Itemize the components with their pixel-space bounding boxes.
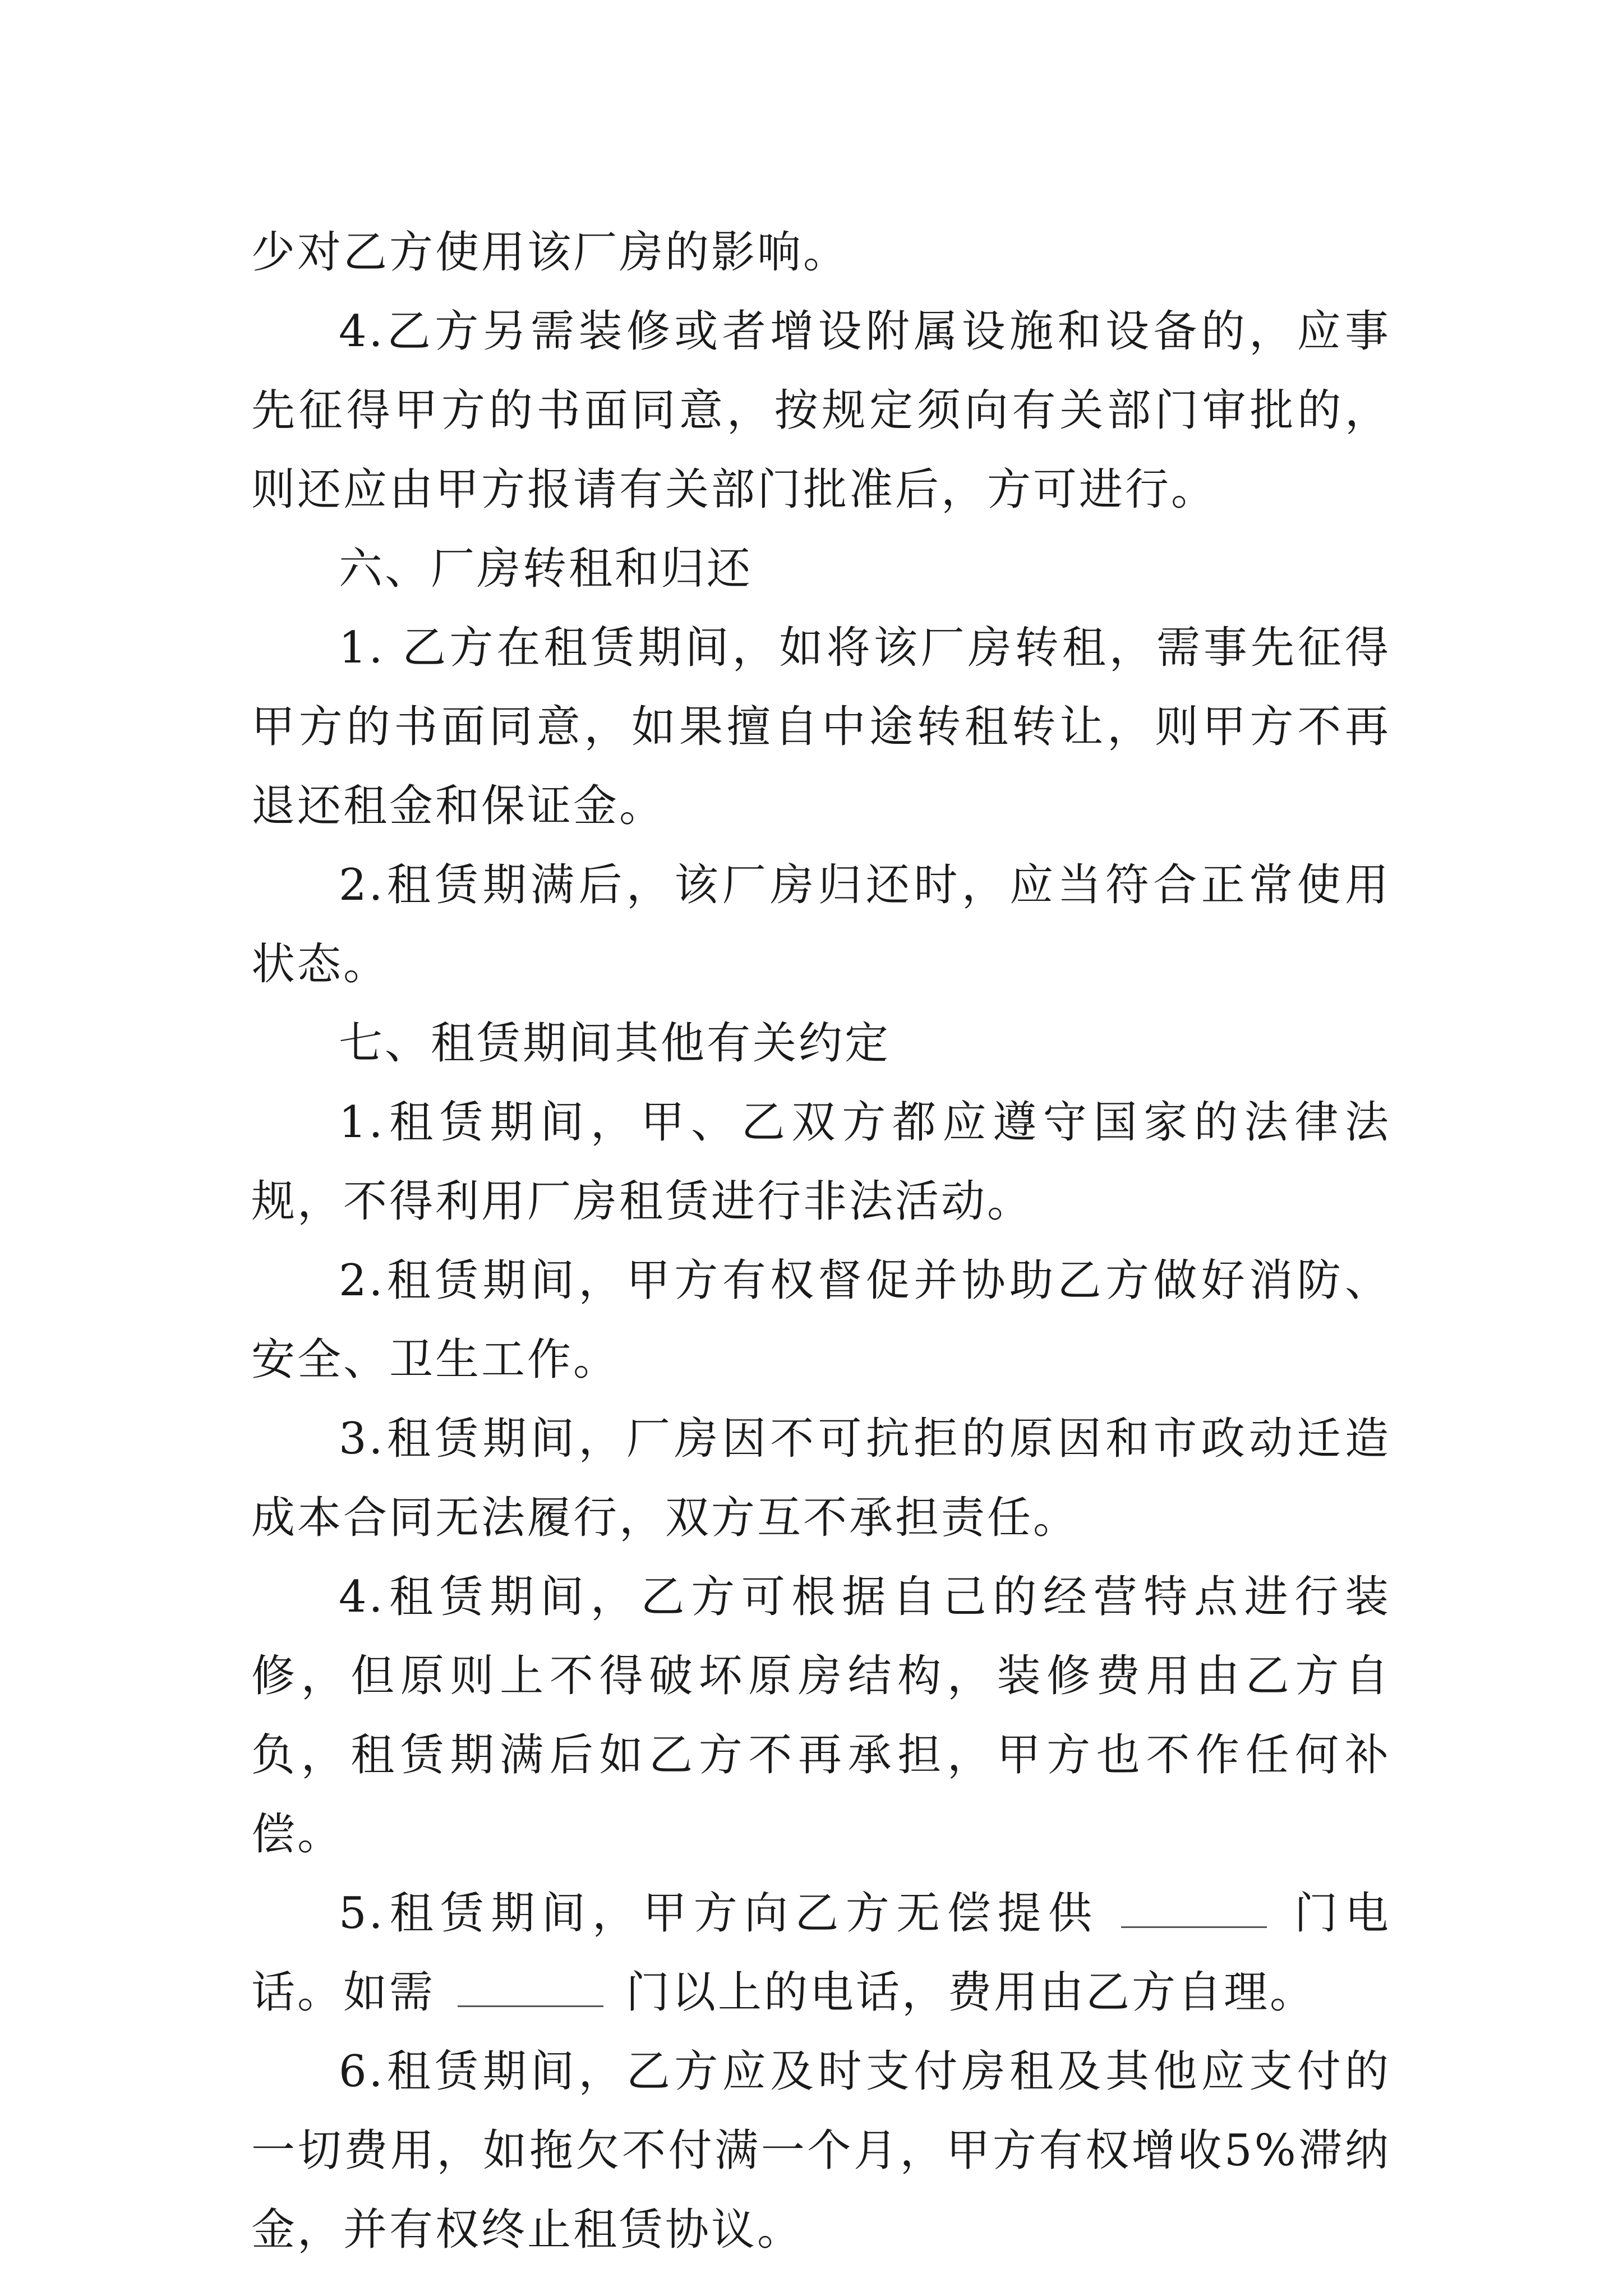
fill-blank-phone-count[interactable]: [1121, 1893, 1267, 1928]
document-body: [251, 213, 1391, 2270]
clause-7-5-part3: 门以上的电话，费用由乙方自理。: [626, 1967, 1316, 2018]
clause-7-1: 1.租赁期间，甲、乙双方都应遵守国家的法律法规，不得利用厂房租赁进行非法活动。: [251, 1097, 1391, 1227]
paragraph-continuation: 少对乙方使用该厂房的影响。: [251, 227, 850, 278]
clause-6-1: 1. 乙方在租赁期间，如将该厂房转租，需事先征得甲方的书面同意，如果擅自中途转租转让，则甲方不再退还租金和保证金。: [251, 623, 1391, 831]
clause-7-2: 2.租赁期间，甲方有权督促并协助乙方做好消防、安全、卫生工作。: [251, 1255, 1391, 1385]
section-heading-6: 六、厂房转租和归还: [339, 544, 753, 594]
fill-blank-extra-phone-count[interactable]: [458, 1972, 603, 2007]
section-heading-7: 七、租赁期间其他有关约定: [339, 1018, 891, 1069]
clause-5-4: 4.乙方另需装修或者增设附属设施和设备的，应事先征得甲方的书面同意，按规定须向有关部门审批的，则还应由甲方报请有关部门批准后，方可进行。: [251, 306, 1391, 515]
clause-6-2: 2.租赁期满后，该厂房归还时，应当符合正常使用状态。: [251, 860, 1391, 990]
clause-7-6: 6.租赁期间，乙方应及时支付房租及其他应支付的一切费用，如拖欠不付满一个月，甲方有权增收5%滞纳金，并有权终止租赁协议。: [251, 2046, 1391, 2255]
clause-7-4: 4.租赁期间，乙方可根据自己的经营特点进行装修，但原则上不得破坏原房结构，装修费用由乙方自负，租赁期满后如乙方不再承担，甲方也不作任何补偿。: [251, 1572, 1391, 1860]
clause-7-5-part2: 门电话。如需: [251, 1888, 1391, 2018]
clause-7-5: [251, 1874, 1391, 2032]
clause-7-3: 3.租赁期间，厂房因不可抗拒的原因和市政动迁造成本合同无法履行，双方互不承担责任。: [251, 1414, 1391, 1543]
clause-7-5-part1: 5.租赁期间，甲方向乙方无偿提供: [339, 1888, 1099, 1939]
